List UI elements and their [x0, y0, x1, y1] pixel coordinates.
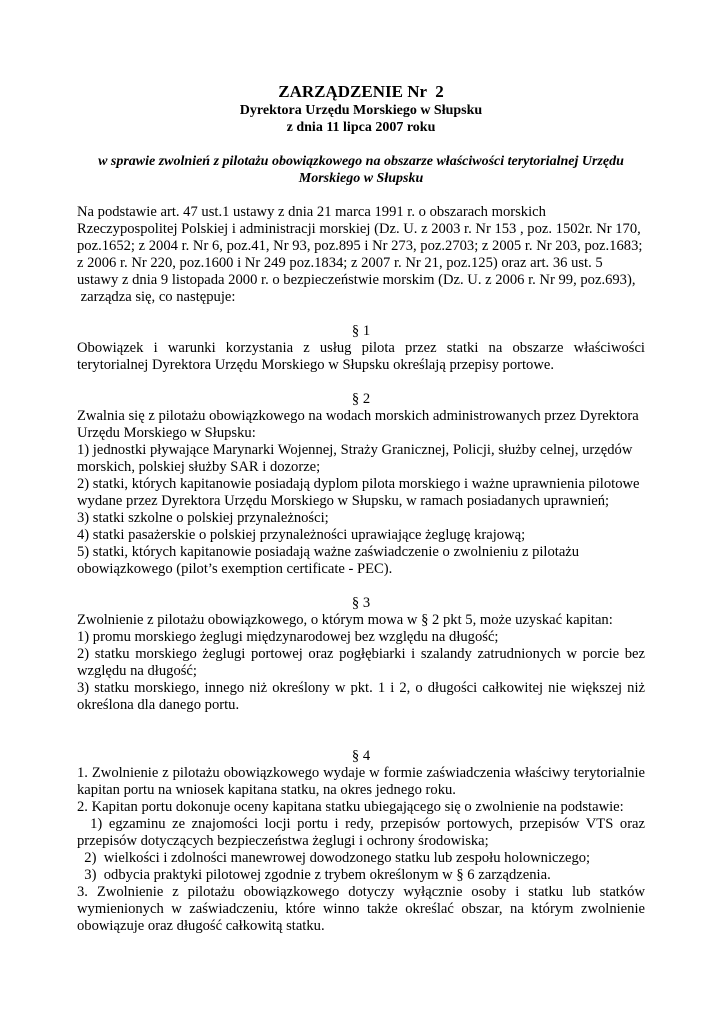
- section-line: Urzędu Morskiego w Słupsku:: [77, 425, 256, 441]
- list-item: 2) statki, których kapitanowie posiadają dyplom pilota morskiego i ważne uprawnienia pilotowe: [77, 476, 640, 492]
- section-line: kapitan portu na wniosek kapitana statku, na okres jednego roku.: [77, 782, 456, 798]
- list-item: obowiązkowego (pilot’s exemption certificate - PEC).: [77, 561, 393, 577]
- section-line: Obowiązek i warunki korzystania z usług pilota przez statki na obszarze właściwości: [77, 340, 645, 356]
- subject-line: w sprawie zwolnień z pilotażu obowiązkowego na obszarze właściwości terytorialnej Urzędu: [98, 154, 624, 169]
- list-item: 3) statki szkolne o polskiej przynależności;: [77, 510, 329, 526]
- list-item: 2) statku morskiego żeglugi portowej oraz pogłębiarki i szalandy zatrudnionych w porcie bez: [77, 646, 645, 662]
- list-item: przepisów dotyczących bezpieczeństwa żeglugi i ochrony środowiska;: [77, 833, 489, 849]
- section-line: Zwolnienie z pilotażu obowiązkowego, o którym mowa w § 2 pkt 5, może uzyskać kapitan:: [77, 612, 613, 628]
- list-item: określona dla danego portu.: [77, 697, 240, 713]
- list-item: 1) egzaminu ze znajomości locji portu i redy, przepisów portowych, przepisów VTS oraz: [77, 816, 645, 832]
- intro-line: Rzeczypospolitej Polskiej i administracji morskiej (Dz. U. z 2003 r. Nr 153 , poz. 1502r. Nr 170,: [77, 221, 641, 237]
- section-line: terytorialnej Dyrektora Urzędu Morskiego w Słupsku określają przepisy portowe.: [77, 357, 555, 373]
- list-item: 3) statku morskiego, innego niż określony w pkt. 1 i 2, o długości całkowitej nie większej niż: [77, 680, 645, 696]
- section-line: wymienionych w zaświadczeniu, które winno także określać obszar, na którym zwolnienie: [77, 901, 645, 917]
- document-subject: [77, 153, 645, 187]
- subject-line: Morskiego w Słupsku: [298, 171, 424, 186]
- list-item: 1) promu morskiego żeglugi międzynarodowej bez względu na długość;: [77, 629, 499, 645]
- list-item: 2) wielkości i zdolności manewrowej dowodzonego statku lub zespołu holowniczego;: [77, 850, 591, 866]
- list-item: 5) statki, których kapitanowie posiadają ważne zaświadczenie o zwolnieniu z pilotażu: [77, 544, 580, 560]
- section-heading: § 2: [351, 391, 371, 407]
- intro-line: Na podstawie art. 47 ust.1 ustawy z dnia 21 marca 1991 r. o obszarach morskich: [77, 204, 546, 220]
- section-line: Zwalnia się z pilotażu obowiązkowego na wodach morskich administrowanych przez Dyrektora: [77, 408, 639, 424]
- section-3: [77, 595, 645, 714]
- section-heading: § 3: [351, 595, 371, 611]
- intro-line: zarządza się, co następuje:: [77, 289, 236, 305]
- section-heading: § 4: [351, 748, 371, 764]
- section-line: 1. Zwolnienie z pilotażu obowiązkowego wydaje w formie zaświadczenia właściwy terytorialnie: [77, 765, 645, 781]
- intro-line: z 2006 r. Nr 220, poz.1600 i Nr 249 poz.1834; z 2007 r. Nr 21, poz.125) oraz art. 36 ust. 5: [77, 255, 603, 271]
- section-line: obowiązuje oraz długość całkowitą statku.: [77, 918, 325, 934]
- list-item: morskich, polskiej służby SAR i dozorze;: [77, 459, 321, 475]
- section-line: 3. Zwolnienie z pilotażu obowiązkowego dotyczy wyłącznie osoby i statku lub statków: [77, 884, 645, 900]
- document-date: z dnia 11 lipca 2007 roku: [286, 120, 436, 135]
- intro-line: poz.1652; z 2004 r. Nr 6, poz.41, Nr 93, poz.895 i Nr 273, poz.2703; z 2005 r. Nr 203, poz.1683;: [77, 238, 643, 254]
- list-item: 1) jednostki pływające Marynarki Wojennej, Straży Granicznej, Policji, służby celnej, urzędów: [77, 442, 633, 458]
- document-title: ZARZĄDZENIE Nr 2: [278, 82, 444, 101]
- section-heading: § 1: [351, 323, 371, 339]
- list-item: względu na długość;: [77, 663, 197, 679]
- document-issuer: Dyrektora Urzędu Morskiego w Słupsku: [239, 103, 483, 118]
- list-item: wydane przez Dyrektora Urzędu Morskiego w Słupsku, w ramach posiadanych uprawnień;: [77, 493, 610, 509]
- section-2: [77, 391, 645, 578]
- intro-line: ustawy z dnia 9 listopada 2000 r. o bezpieczeństwie morskim (Dz. U. z 2006 r. Nr 99, poz.693),: [77, 272, 636, 288]
- section-line: 2. Kapitan portu dokonuje oceny kapitana statku ubiegającego się o zwolnienie na podstawie:: [77, 799, 624, 815]
- document-page: [77, 82, 645, 935]
- legal-basis-paragraph: [77, 204, 645, 306]
- list-item: 3) odbycia praktyki pilotowej zgodnie z trybem określonym w § 6 zarządzenia.: [77, 867, 551, 883]
- list-item: 4) statki pasażerskie o polskiej przynależności uprawiające żeglugę krajową;: [77, 527, 526, 543]
- section-1: [77, 323, 645, 374]
- section-4: [77, 748, 645, 935]
